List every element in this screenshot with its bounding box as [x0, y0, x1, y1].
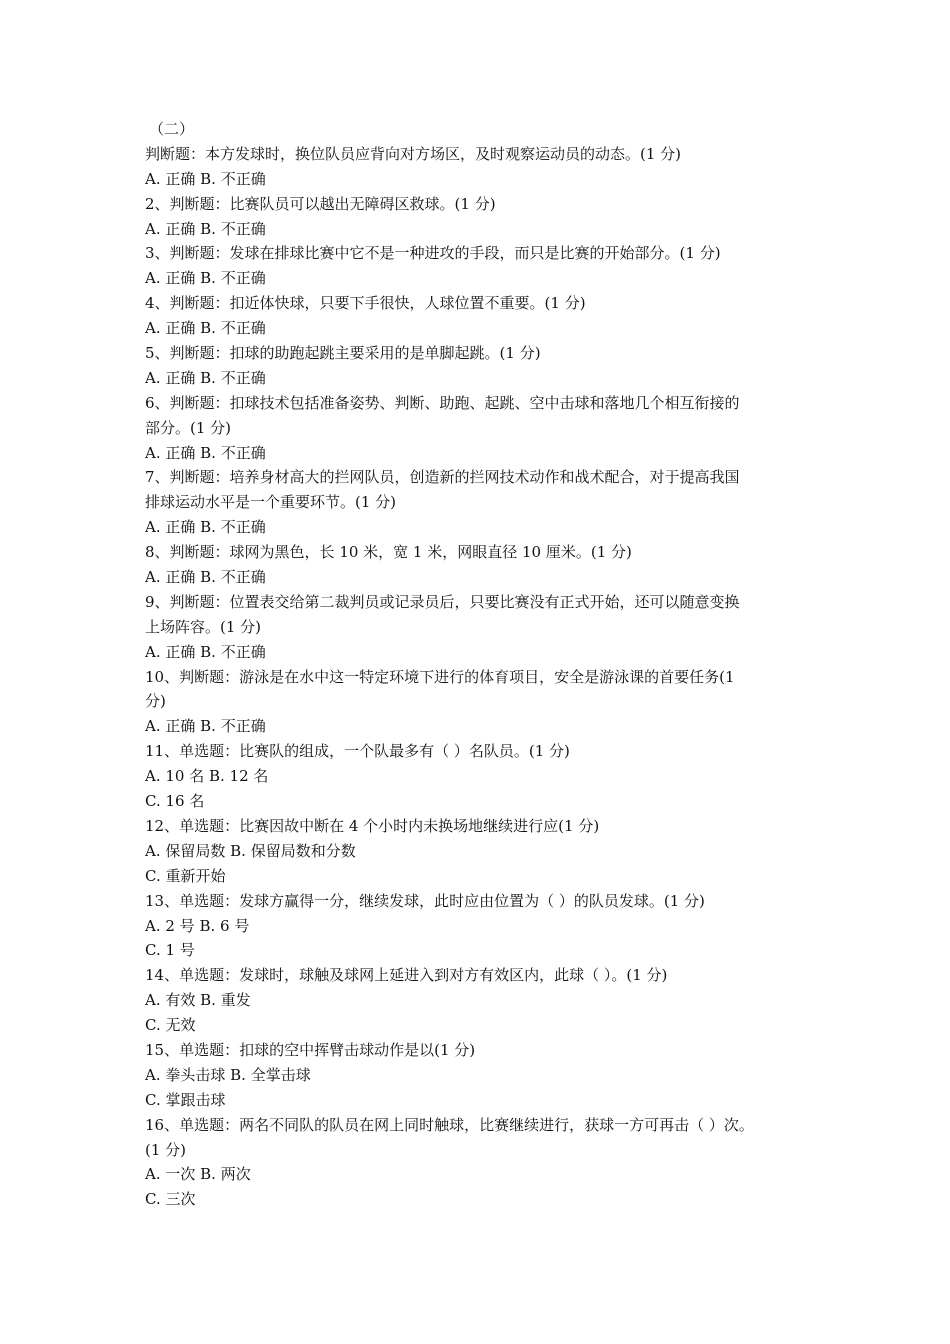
- text-line: 8、判断题：球网为黑色，长 10 米，宽 1 米，网眼直径 10 厘米。(1 分): [145, 543, 632, 562]
- text-line: 判断题：本方发球时，换位队员应背向对方场区，及时观察运动员的动态。(1 分): [145, 144, 682, 163]
- text-line: 部分。(1 分): [145, 418, 232, 437]
- text-line: 分): [145, 692, 166, 711]
- text-line: A. 2 号 B. 6 号: [145, 916, 250, 935]
- text-line: 12、单选题：比赛因故中断在 4 个小时内未换场地继续进行应(1 分): [145, 816, 600, 835]
- text-line: 4、判断题：扣近体快球，只要下手很快，人球位置不重要。(1 分): [145, 294, 586, 313]
- section-title: （二）: [149, 120, 195, 138]
- text-line: 上场阵容。(1 分): [145, 617, 262, 636]
- text-line: A. 正确 B. 不正确: [145, 368, 266, 387]
- text-line: 2、判断题：比赛队员可以越出无障碍区救球。(1 分): [145, 194, 496, 213]
- text-line: (1 分): [145, 1140, 187, 1159]
- text-line: 3、判断题：发球在排球比赛中它不是一种进攻的手段，而只是比赛的开始部分。(1 分): [145, 244, 721, 263]
- text-line: A. 正确 B. 不正确: [145, 717, 266, 736]
- text-line: A. 正确 B. 不正确: [145, 518, 266, 537]
- text-line: C. 三次: [145, 1190, 196, 1209]
- text-line: 15、单选题：扣球的空中挥臂击球动作是以(1 分): [145, 1040, 476, 1059]
- text-line: A. 正确 B. 不正确: [145, 219, 266, 238]
- text-line: 10、判断题：游泳是在水中这一特定环境下进行的体育项目，安全是游泳课的首要任务(1: [145, 667, 735, 686]
- text-line: C. 重新开始: [145, 866, 226, 885]
- text-line: A. 正确 B. 不正确: [145, 642, 266, 661]
- text-line: A. 10 名 B. 12 名: [145, 767, 269, 786]
- document-page: [145, 117, 815, 1212]
- text-line: A. 正确 B. 不正确: [145, 169, 266, 188]
- text-line: 5、判断题：扣球的助跑起跳主要采用的是单脚起跳。(1 分): [145, 344, 541, 363]
- text-line: 7、判断题：培养身材高大的拦网队员，创造新的拦网技术动作和战术配合，对于提高我国: [145, 468, 740, 487]
- text-line: 13、单选题：发球方赢得一分，继续发球，此时应由位置为（ ）的队员发球。(1 分): [145, 891, 705, 910]
- text-line: A. 一次 B. 两次: [145, 1165, 251, 1184]
- text-line: A. 拳头击球 B. 全掌击球: [145, 1065, 311, 1084]
- text-line: A. 正确 B. 不正确: [145, 568, 266, 587]
- text-line: 16、单选题：两名不同队的队员在网上同时触球，比赛继续进行，获球一方可再击（ ）次。: [145, 1115, 754, 1134]
- question-list: [145, 142, 815, 1212]
- text-line: 排球运动水平是一个重要环节。(1 分): [145, 493, 397, 512]
- text-line: 6、判断题：扣球技术包括准备姿势、判断、助跑、起跳、空中击球和落地几个相互衔接的: [145, 393, 740, 412]
- text-line: A. 保留局数 B. 保留局数和分数: [145, 841, 356, 860]
- text-line: C. 16 名: [145, 792, 205, 811]
- text-line: C. 无效: [145, 1016, 196, 1035]
- text-line: 9、判断题：位置表交给第二裁判员或记录员后，只要比赛没有正式开始，还可以随意变换: [145, 592, 740, 611]
- text-line: A. 正确 B. 不正确: [145, 443, 266, 462]
- text-line: A. 正确 B. 不正确: [145, 269, 266, 288]
- text-line: 11、单选题：比赛队的组成，一个队最多有（ ）名队员。(1 分): [145, 742, 570, 761]
- text-line: A. 正确 B. 不正确: [145, 319, 266, 338]
- text-line: 14、单选题：发球时，球触及球网上延进入到对方有效区内，此球（ ）。(1 分): [145, 966, 668, 985]
- text-line: C. 1 号: [145, 941, 195, 960]
- text-line: A. 有效 B. 重发: [145, 991, 251, 1010]
- text-line: C. 掌跟击球: [145, 1090, 226, 1109]
